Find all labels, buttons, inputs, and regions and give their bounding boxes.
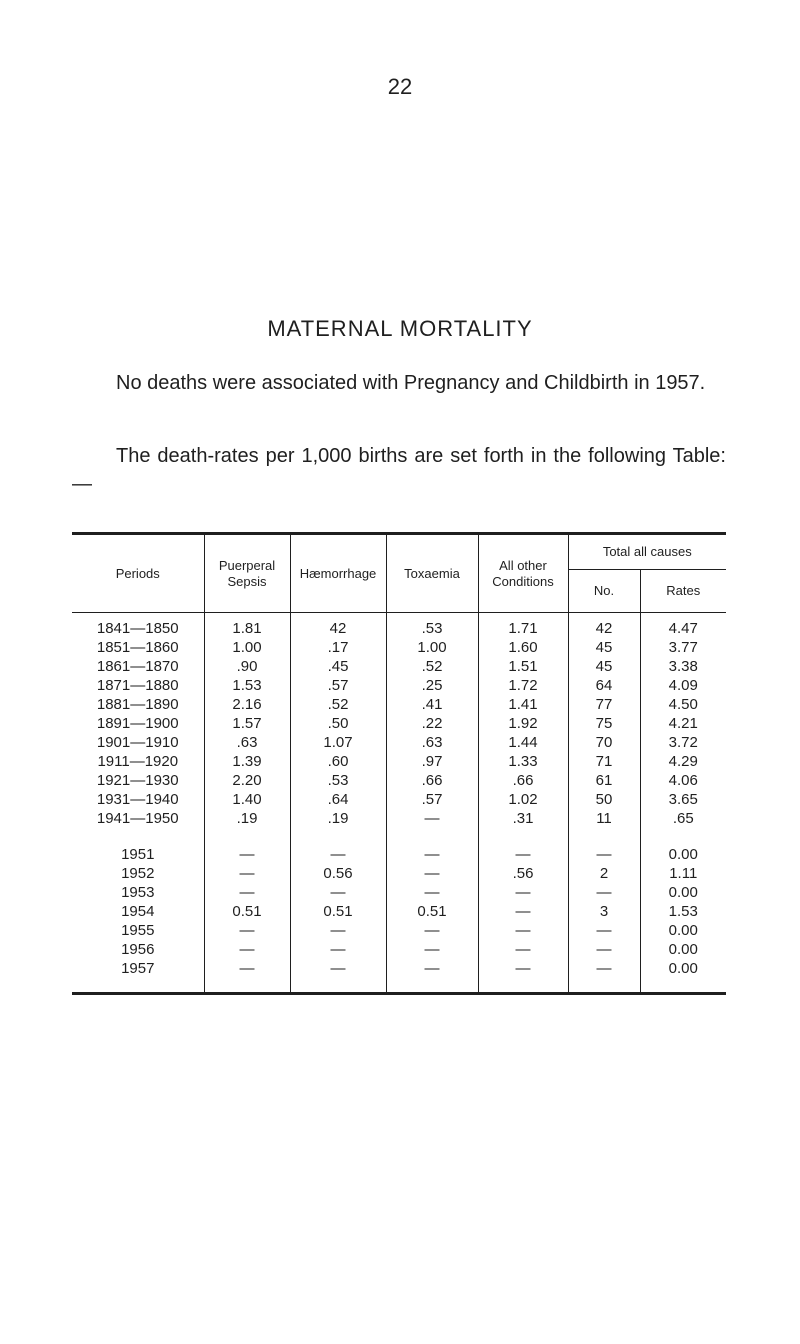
cell-all-other: —	[478, 940, 568, 959]
cell-all-other: .56	[478, 864, 568, 883]
cell-period: 1911—1920	[97, 753, 179, 770]
cell-period: 1957	[121, 960, 155, 977]
cell-toxaemia: —	[386, 809, 478, 828]
cell-total-no: 45	[568, 638, 640, 657]
cell-puerperal-sepsis: 1.57	[204, 714, 290, 733]
table-row	[72, 828, 726, 864]
cell-period: 1881—1890	[96, 696, 179, 713]
cell-puerperal-sepsis: —	[204, 940, 290, 959]
cell-toxaemia: .97	[386, 752, 478, 771]
intro-paragraph: No deaths were associated with Pregnancy and Childbirth in 1957.	[116, 372, 706, 394]
maternal-mortality-table-container	[72, 532, 726, 995]
cell-all-other: 1.71	[478, 613, 568, 639]
cell-total-rate: 4.50	[640, 695, 726, 714]
table-row	[72, 752, 726, 771]
cell-period: 1941—1950	[96, 810, 179, 827]
maternal-mortality-table	[72, 532, 726, 995]
table-row	[72, 883, 726, 902]
cell-total-rate: 4.09	[640, 676, 726, 695]
cell-toxaemia: .41	[386, 695, 478, 714]
cell-period: 1931—1940	[96, 791, 179, 808]
cell-total-no: —	[568, 883, 640, 902]
cell-toxaemia: .63	[386, 733, 478, 752]
cell-toxaemia: —	[386, 883, 478, 902]
cell-toxaemia: .52	[386, 657, 478, 676]
header-all-other-conditions: All other Conditions	[478, 534, 568, 613]
cell-puerperal-sepsis: .63	[204, 733, 290, 752]
cell-haemorrhage: —	[290, 828, 386, 864]
table-row	[72, 902, 726, 921]
cell-total-no: 77	[568, 695, 640, 714]
cell-haemorrhage: .64	[290, 790, 386, 809]
cell-total-rate: 4.47	[640, 613, 726, 639]
cell-all-other: 1.60	[478, 638, 568, 657]
cell-haemorrhage: .17	[290, 638, 386, 657]
cell-all-other: —	[478, 883, 568, 902]
cell-total-no: 71	[568, 752, 640, 771]
cell-haemorrhage: 0.51	[290, 902, 386, 921]
cell-puerperal-sepsis: 2.16	[204, 695, 290, 714]
cell-period: 1861—1870	[96, 658, 179, 675]
cell-puerperal-sepsis: 1.39	[204, 752, 290, 771]
cell-all-other: 1.92	[478, 714, 568, 733]
cell-total-no: —	[568, 959, 640, 994]
cell-puerperal-sepsis: 1.81	[204, 613, 290, 639]
table-body	[72, 613, 726, 994]
table-row	[72, 657, 726, 676]
cell-all-other: 1.41	[478, 695, 568, 714]
cell-puerperal-sepsis: —	[204, 921, 290, 940]
cell-total-rate: 4.29	[640, 752, 726, 771]
cell-total-no: —	[568, 921, 640, 940]
cell-period: 1851—1860	[96, 639, 179, 656]
table-row	[72, 733, 726, 752]
cell-haemorrhage: —	[290, 921, 386, 940]
cell-toxaemia: —	[386, 864, 478, 883]
cell-puerperal-sepsis: .19	[204, 809, 290, 828]
cell-all-other: .31	[478, 809, 568, 828]
table-row	[72, 613, 726, 639]
table-row	[72, 921, 726, 940]
cell-period: 1841—1850	[96, 620, 179, 637]
cell-toxaemia: 0.51	[386, 902, 478, 921]
cell-puerperal-sepsis: 2.20	[204, 771, 290, 790]
cell-all-other: —	[478, 828, 568, 864]
page-number: 22	[387, 74, 413, 99]
cell-total-rate: 0.00	[640, 940, 726, 959]
cell-total-rate: .65	[640, 809, 726, 828]
cell-haemorrhage: —	[290, 883, 386, 902]
cell-period: 1954	[121, 903, 155, 920]
cell-total-rate: 1.53	[640, 902, 726, 921]
cell-toxaemia: .25	[386, 676, 478, 695]
cell-puerperal-sepsis: —	[204, 883, 290, 902]
cell-total-rate: 1.11	[640, 864, 726, 883]
table-row	[72, 638, 726, 657]
cell-period: 1901—1910	[96, 734, 179, 751]
cell-all-other: 1.02	[478, 790, 568, 809]
cell-puerperal-sepsis: .90	[204, 657, 290, 676]
table-row	[72, 809, 726, 828]
cell-period: 1921—1930	[96, 772, 179, 789]
header-total-all-causes: Total all causes	[568, 534, 726, 570]
cell-puerperal-sepsis: 1.40	[204, 790, 290, 809]
page-title: MATERNAL MORTALITY	[267, 316, 533, 341]
cell-all-other: 1.44	[478, 733, 568, 752]
cell-all-other: —	[478, 902, 568, 921]
table-row	[72, 695, 726, 714]
cell-total-no: 3	[568, 902, 640, 921]
cell-toxaemia: —	[386, 940, 478, 959]
table-intro-paragraph: The death-rates per 1,000 births are set forth in the following Table:—	[72, 445, 726, 495]
cell-toxaemia: —	[386, 921, 478, 940]
cell-haemorrhage: —	[290, 940, 386, 959]
cell-haemorrhage: .53	[290, 771, 386, 790]
cell-total-rate: 4.21	[640, 714, 726, 733]
cell-haemorrhage: —	[290, 959, 386, 994]
cell-all-other: 1.33	[478, 752, 568, 771]
cell-total-rate: 4.06	[640, 771, 726, 790]
cell-all-other: —	[478, 959, 568, 994]
table-row	[72, 771, 726, 790]
cell-period: 1951	[121, 846, 155, 863]
cell-period: 1953	[121, 884, 155, 901]
header-rates: Rates	[640, 570, 726, 613]
cell-total-rate: 3.38	[640, 657, 726, 676]
cell-haemorrhage: .57	[290, 676, 386, 695]
cell-total-no: 42	[568, 613, 640, 639]
cell-all-other: —	[478, 921, 568, 940]
cell-total-no: —	[568, 940, 640, 959]
cell-puerperal-sepsis: —	[204, 864, 290, 883]
cell-haemorrhage: 1.07	[290, 733, 386, 752]
cell-all-other: 1.72	[478, 676, 568, 695]
cell-total-no: 50	[568, 790, 640, 809]
cell-total-rate: 0.00	[640, 959, 726, 994]
cell-period: 1952	[121, 865, 155, 882]
table-row	[72, 714, 726, 733]
cell-total-rate: 0.00	[640, 828, 726, 864]
cell-total-no: 64	[568, 676, 640, 695]
cell-haemorrhage: 0.56	[290, 864, 386, 883]
header-periods: Periods	[72, 534, 204, 613]
table-row	[72, 864, 726, 883]
cell-period: 1871—1880	[96, 677, 179, 694]
cell-period: 1956	[121, 941, 155, 958]
header-toxaemia: Toxaemia	[386, 534, 478, 613]
cell-haemorrhage: .60	[290, 752, 386, 771]
cell-haemorrhage: .50	[290, 714, 386, 733]
cell-puerperal-sepsis: 1.53	[204, 676, 290, 695]
cell-haemorrhage: .45	[290, 657, 386, 676]
header-puerperal-sepsis: Puerperal Sepsis	[204, 534, 290, 613]
cell-total-no: —	[568, 828, 640, 864]
cell-toxaemia: —	[386, 959, 478, 994]
cell-all-other: .66	[478, 771, 568, 790]
cell-puerperal-sepsis: —	[204, 828, 290, 864]
cell-period: 1891—1900	[96, 715, 179, 732]
cell-total-no: 61	[568, 771, 640, 790]
cell-toxaemia: .66	[386, 771, 478, 790]
cell-puerperal-sepsis: —	[204, 959, 290, 994]
cell-haemorrhage: .19	[290, 809, 386, 828]
table-row	[72, 790, 726, 809]
cell-total-no: 45	[568, 657, 640, 676]
header-no: No.	[568, 570, 640, 613]
cell-total-rate: 0.00	[640, 921, 726, 940]
table-row	[72, 959, 726, 994]
cell-total-rate: 3.77	[640, 638, 726, 657]
cell-puerperal-sepsis: 1.00	[204, 638, 290, 657]
cell-period: 1955	[121, 922, 155, 939]
cell-toxaemia: .22	[386, 714, 478, 733]
cell-toxaemia: .57	[386, 790, 478, 809]
cell-total-rate: 3.72	[640, 733, 726, 752]
cell-toxaemia: 1.00	[386, 638, 478, 657]
cell-toxaemia: .53	[386, 613, 478, 639]
cell-total-no: 2	[568, 864, 640, 883]
table-row	[72, 676, 726, 695]
cell-total-no: 11	[568, 809, 640, 828]
header-haemorrhage: Hæmorrhage	[290, 534, 386, 613]
table-row	[72, 940, 726, 959]
cell-haemorrhage: .52	[290, 695, 386, 714]
cell-total-rate: 3.65	[640, 790, 726, 809]
cell-haemorrhage: 42	[290, 613, 386, 639]
cell-toxaemia: —	[386, 828, 478, 864]
cell-total-no: 70	[568, 733, 640, 752]
cell-puerperal-sepsis: 0.51	[204, 902, 290, 921]
cell-total-no: 75	[568, 714, 640, 733]
cell-total-rate: 0.00	[640, 883, 726, 902]
cell-all-other: 1.51	[478, 657, 568, 676]
